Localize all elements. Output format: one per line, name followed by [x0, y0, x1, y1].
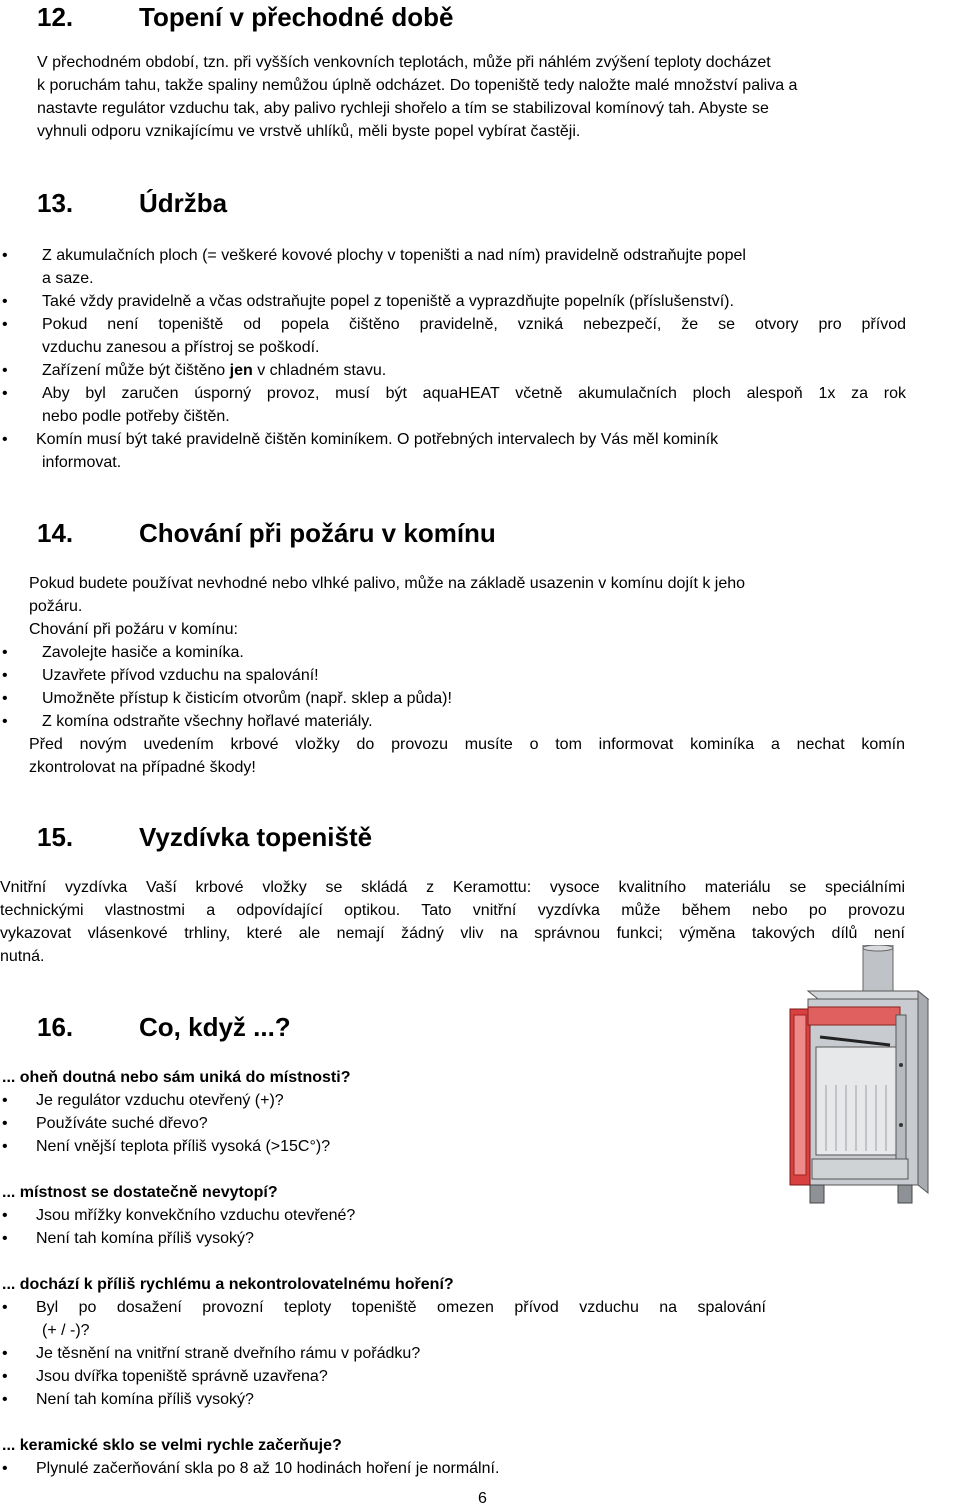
paragraph-line: zkontrolovat na případné škody!	[29, 759, 256, 776]
bullet-icon: •	[2, 1391, 8, 1408]
bullet-icon: •	[2, 316, 8, 333]
list-item-continuation: vzduchu zanesou a přístroj se poškodí.	[42, 339, 320, 356]
bullet-icon: •	[2, 1207, 8, 1224]
heading-14: 14. Chování při požáru v komínu	[37, 518, 496, 548]
paragraph-line: Před novým uvedením krbové vložky do provozu musíte o tom informovat kominíka a nechat komín	[29, 736, 905, 753]
paragraph-line: nutná.	[0, 948, 45, 965]
bullet-icon: •	[2, 431, 8, 448]
bullet-icon: •	[2, 1230, 8, 1247]
bullet-icon: •	[2, 1368, 8, 1385]
bullet-icon: •	[2, 385, 8, 402]
heading-12: 12. Topení v přechodné době	[37, 2, 454, 32]
bullet-icon: •	[2, 247, 8, 264]
question-heading: ... keramické sklo se velmi rychle začerňuje?	[2, 1437, 342, 1454]
bullet-icon: •	[2, 362, 8, 379]
page-number: 6	[478, 1490, 487, 1507]
bullet-icon: •	[2, 1138, 8, 1155]
question-heading: ... oheň doutná nebo sám uniká do místnosti?	[2, 1069, 351, 1086]
paragraph-line: k poruchám tahu, takže spaliny nemůžou úplně odcházet. Do topeniště tedy naložte malé množství paliva a	[37, 77, 798, 94]
subheading: Chování při požáru v komínu:	[29, 621, 238, 638]
bullet-icon: •	[2, 644, 8, 661]
heading-15: 15. Vyzdívka topeniště	[37, 822, 373, 852]
paragraph-line: vykazovat vlásenkové trhliny, které ale nemají žádný vliv na správnou funkci; výměna takových dílů není	[0, 925, 905, 942]
list-item-continuation: (+ / -)?	[42, 1322, 90, 1339]
list-item-continuation: nebo podle potřeby čištěn.	[42, 408, 230, 425]
bullet-icon: •	[2, 1345, 8, 1362]
bullet-icon: •	[2, 1092, 8, 1109]
paragraph-line: požáru.	[29, 598, 83, 615]
heading-16: 16. Co, když ...?	[37, 1012, 291, 1042]
bullet-icon: •	[2, 1299, 8, 1316]
bullet-icon: •	[2, 293, 8, 310]
bullet-icon: •	[2, 1460, 8, 1477]
bullet-icon: •	[2, 713, 8, 730]
list-item-continuation: a saze.	[42, 270, 94, 287]
fireplace-insert-illustration	[770, 945, 930, 1207]
paragraph-line: nastavte regulátor vzduchu tak, aby palivo rychleji shořelo a tím se stabilizoval komínový tah. Abyste se	[37, 100, 769, 117]
heading-13: 13. Údržba	[37, 188, 228, 218]
paragraph-line: technickými vlastnostmi a odpovídající optikou. Tato vnitřní vyzdívka může během nebo po provozu	[0, 902, 905, 919]
bullet-icon: •	[2, 667, 8, 684]
paragraph-line: V přechodném období, tzn. při vyšších venkovních teplotách, může při náhlém zvýšení teploty docházet	[37, 54, 771, 71]
paragraph-line: Vnitřní vyzdívka Vaší krbové vložky se skládá z Keramottu: vysoce kvalitního materiálu se speciálními	[0, 879, 905, 896]
question-heading: ... místnost se dostatečně nevytopí?	[2, 1184, 278, 1201]
bullet-icon: •	[2, 1115, 8, 1132]
bullet-icon: •	[2, 690, 8, 707]
paragraph-line: Pokud budete používat nevhodné nebo vlhké palivo, může na základě usazenin v komínu dojít k jeho	[29, 575, 746, 592]
question-heading: ... dochází k příliš rychlému a nekontrolovatelnému hoření?	[2, 1276, 454, 1293]
list-item-continuation: informovat.	[42, 454, 122, 471]
paragraph-line: vyhnuli odporu vznikajícímu ve vrstvě uhlíků, měli byste popel vybírat častěji.	[37, 123, 581, 140]
